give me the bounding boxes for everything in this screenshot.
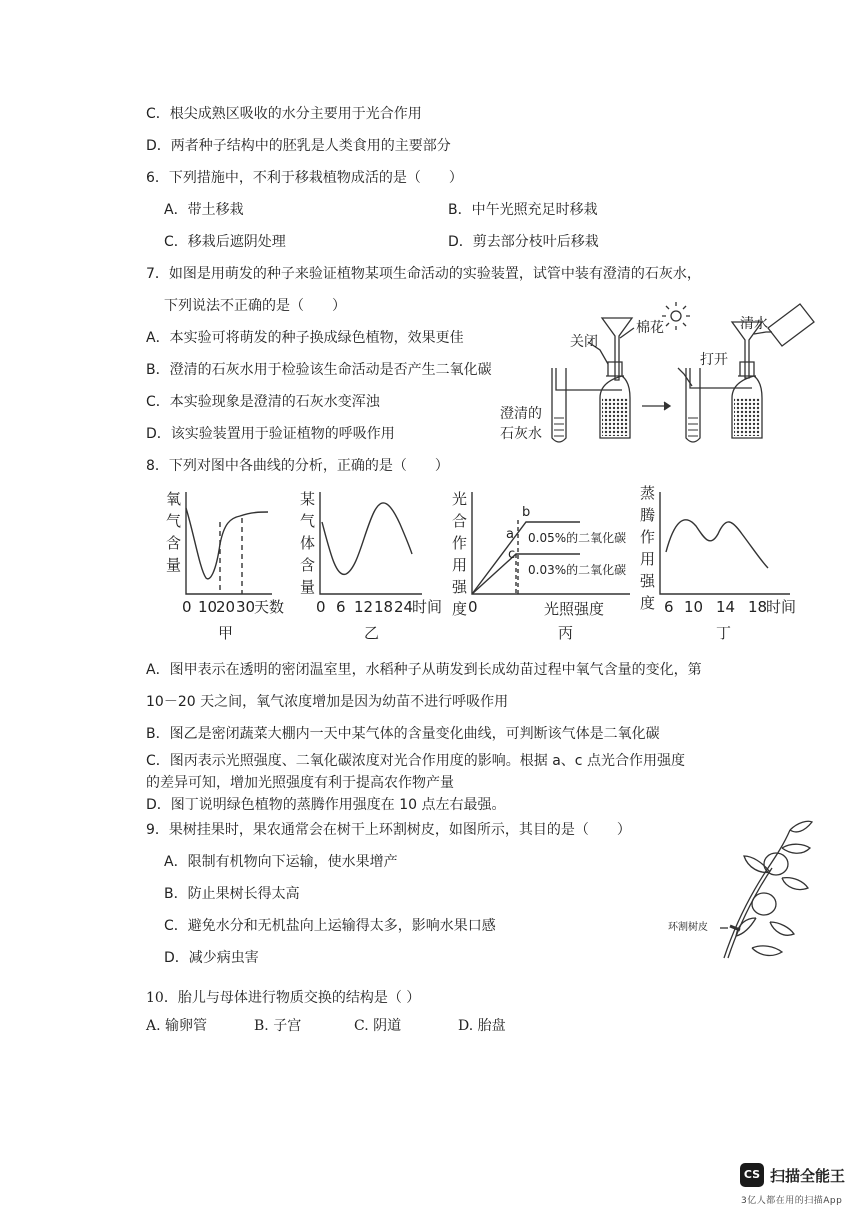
q9-option-a: A．限制有机物向下运输，使水果增产 <box>164 854 398 870</box>
q8-option-d: D．图丁说明绿色植物的蒸腾作用强度在 10 点左右最强。 <box>146 797 506 813</box>
yi-xlabel: 时间 <box>412 598 443 616</box>
q7-apparatus-diagram <box>496 298 818 448</box>
bing-ylabel-5: 强 <box>452 578 468 596</box>
label-lime-water-2: 石灰水 <box>500 426 542 442</box>
bing-point-a: a <box>506 527 514 542</box>
branch <box>724 830 790 958</box>
q9-stem: 9．果树挂果时，果农通常会在树干上环割树皮，如图所示，其目的是（ ） <box>146 822 631 838</box>
bing-caption: 丙 <box>558 624 574 642</box>
bing-origin: 0 <box>468 598 478 616</box>
q7-option-c: C．本实验现象是澄清的石灰水变浑浊 <box>146 394 380 410</box>
q8-graphs <box>160 482 804 654</box>
q10-option-a: A. 输卵管 <box>146 1018 208 1034</box>
q8-option-c-line2: 的差异可知，增加光照强度有利于提高农作物产量 <box>146 775 454 791</box>
q6-stem: 6．下列措施中，不利于移栽植物成活的是（ ） <box>146 170 463 186</box>
bing-xlabel: 光照强度 <box>544 600 605 618</box>
q10-stem: 10．胎儿与母体进行物质交换的结构是（ ） <box>146 990 421 1006</box>
q7-stem-line1: 7．如图是用萌发的种子来验证植物某项生命活动的实验装置，试管中装有澄清的石灰水， <box>146 266 701 282</box>
label-water: 清水 <box>740 316 768 332</box>
yi-tick-18: 18 <box>374 598 394 616</box>
ding-tick-18: 18 <box>748 598 768 616</box>
q8-option-a-line2: 10－20 天之间，氧气浓度增加是因为幼苗不进行呼吸作用 <box>146 694 509 710</box>
label-girdling: 环割树皮 <box>668 922 708 933</box>
jia-ylabel-1: 氧 <box>166 490 182 508</box>
ding-caption: 丁 <box>716 624 732 642</box>
jia-ylabel-3: 含 <box>166 534 182 552</box>
graph-yi <box>320 492 422 594</box>
yi-tick-6: 6 <box>336 598 346 616</box>
bing-ylabel-2: 合 <box>452 512 468 530</box>
yi-tick-12: 12 <box>354 598 374 616</box>
q7-option-a: A．本实验可将萌发的种子换成绿色植物，效果更佳 <box>146 330 464 346</box>
q7-option-b: B．澄清的石灰水用于检验该生命活动是否产生二氧化碳 <box>146 362 492 378</box>
camscanner-tagline: 3亿人都在用的扫描App <box>741 1196 843 1206</box>
bing-series-005: 0.05%的二氧化碳 <box>528 531 627 545</box>
ding-ylabel-5: 强 <box>640 572 656 590</box>
jia-tick-10: 10 <box>198 598 218 616</box>
yi-ylabel-5: 量 <box>300 578 316 596</box>
q7-option-d: D．该实验装置用于验证植物的呼吸作用 <box>146 426 395 442</box>
sun-icon <box>671 311 681 321</box>
jia-tick-0: 0 <box>182 598 192 616</box>
yi-ylabel-3: 体 <box>300 534 316 552</box>
q7-stem-line2: 下列说法不正确的是（ ） <box>164 298 346 314</box>
yi-ylabel-1: 某 <box>300 490 316 508</box>
bing-ylabel-6: 度 <box>452 600 468 618</box>
yi-caption: 乙 <box>364 624 380 642</box>
bing-ylabel-3: 作 <box>452 534 468 552</box>
jia-tick-20: 20 <box>216 598 236 616</box>
q9-tree-branch-figure <box>664 818 814 962</box>
q10-option-b: B. 子宫 <box>254 1018 302 1034</box>
ding-tick-14: 14 <box>716 598 736 616</box>
q10-option-c: C. 阴道 <box>354 1018 402 1034</box>
leaf <box>790 821 812 832</box>
ding-ylabel-6: 度 <box>640 594 656 612</box>
q5-option-c: C．根尖成熟区吸收的水分主要用于光合作用 <box>146 106 422 122</box>
label-lime-water-1: 澄清的 <box>500 406 542 422</box>
bing-point-b: b <box>522 505 531 520</box>
right-delivery-tube <box>690 368 752 388</box>
ding-xlabel: 时间 <box>766 598 797 616</box>
yi-ylabel-4: 含 <box>300 556 316 574</box>
jia-ylabel-2: 气 <box>166 512 182 530</box>
q5-option-d: D．两者种子结构中的胚乳是人类食用的主要部分 <box>146 138 451 154</box>
camscanner-name: 扫描全能王 <box>770 1167 846 1185</box>
jia-tick-30: 30 <box>236 598 256 616</box>
jia-caption: 甲 <box>218 624 234 642</box>
q6-option-d: D．剪去部分枝叶后移栽 <box>448 234 599 250</box>
camscanner-logo: CS <box>740 1163 764 1187</box>
ding-tick-10: 10 <box>684 598 704 616</box>
q9-option-c: C．避免水分和无机盐向上运输得太多，影响水果口感 <box>164 918 496 934</box>
bing-ylabel-1: 光 <box>452 490 468 508</box>
q8-option-c-line1: C．图丙表示光照强度、二氧化碳浓度对光合作用度的影响。根据 a、c 点光合作用强度 <box>146 753 685 769</box>
left-funnel <box>602 318 632 380</box>
q8-option-b: B．图乙是密闭蔬菜大棚内一天中某气体的含量变化曲线，可判断该气体是二氧化碳 <box>146 726 660 742</box>
q8-option-a-line1: A．图甲表示在透明的密闭温室里，水稻种子从萌发到长成幼苗过程中氧气含量的变化，第 <box>146 662 702 678</box>
left-test-tube <box>552 368 566 442</box>
q6-option-c: C．移栽后遮阴处理 <box>164 234 286 250</box>
fruit-lower <box>752 893 776 915</box>
bing-point-c: c <box>508 547 516 562</box>
ding-tick-6: 6 <box>664 598 674 616</box>
ding-ylabel-4: 用 <box>640 550 656 568</box>
q8-stem: 8．下列对图中各曲线的分析，正确的是（ ） <box>146 458 449 474</box>
q10-option-d: D. 胎盘 <box>458 1018 506 1034</box>
graph-ding <box>660 492 790 594</box>
label-closed: 关闭 <box>570 334 598 350</box>
jia-ylabel-4: 量 <box>166 556 182 574</box>
bing-series-003: 0.03%的二氧化碳 <box>528 563 627 577</box>
q6-option-b: B．中午光照充足时移栽 <box>448 202 598 218</box>
graph-jia <box>186 492 272 594</box>
bing-ylabel-4: 用 <box>452 556 468 574</box>
yi-tick-0: 0 <box>316 598 326 616</box>
q6-option-a: A．带土移栽 <box>164 202 244 218</box>
ding-ylabel-2: 腾 <box>640 506 656 524</box>
jia-xlabel: 天数 <box>254 598 285 616</box>
label-cotton: 棉花 <box>636 320 664 336</box>
q9-option-d: D．减少病虫害 <box>164 950 259 966</box>
yi-tick-24: 24 <box>394 598 414 616</box>
ding-ylabel-3: 作 <box>640 528 656 546</box>
q9-option-b: B．防止果树长得太高 <box>164 886 300 902</box>
beaker <box>768 304 814 346</box>
label-open: 打开 <box>700 352 728 368</box>
yi-ylabel-2: 气 <box>300 512 316 530</box>
ding-ylabel-1: 蒸 <box>640 484 656 502</box>
